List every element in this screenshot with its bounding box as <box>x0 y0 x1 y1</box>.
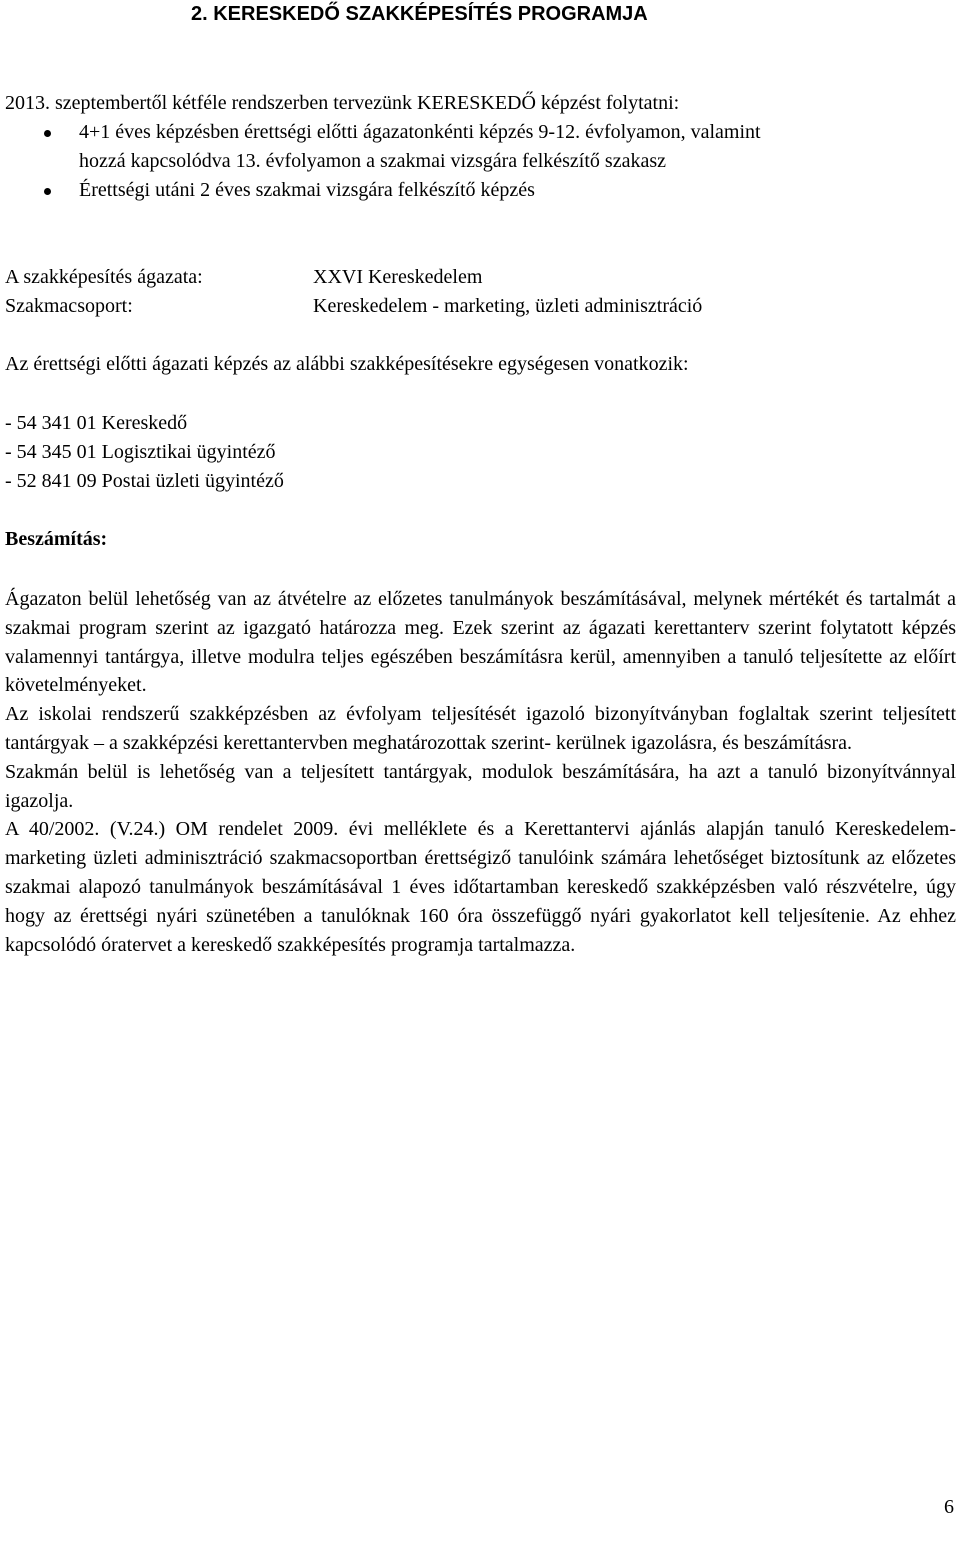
group-label: Szakmacsoport: <box>5 295 133 317</box>
bullet-dot-2 <box>44 188 51 195</box>
qualification-item-3: - 52 841 09 Postai üzleti ügyintéző <box>5 470 284 492</box>
credit-paragraph-1: Ágazaton belül lehetőség van az átvételre az előzetes tanulmányok beszámításával, melynek mértékét és tartalmát a szakmai program szerint az igazgató határozza meg. Ezek szerint az ágazati kerettanterv szerint folytatott képzés valamennyi tantárgya, illetve modulra teljes egészében beszámításra kerül, amennyiben a tanuló teljesítette az előírt követelményeket. <box>5 588 956 697</box>
bullet-2-line-1: Érettségi utáni 2 éves szakmai vizsgára felkészítő képzés <box>79 179 535 201</box>
bullet-1-line-1: 4+1 éves képzésben érettségi előtti ágazatonkénti képzés 9-12. évfolyamon, valamint <box>79 121 761 143</box>
credit-heading: Beszámítás: <box>5 528 108 550</box>
page-number: 6 <box>944 1496 954 1518</box>
qualification-item-2: - 54 345 01 Logisztikai ügyintéző <box>5 441 276 463</box>
sector-value: XXVI Kereskedelem <box>313 266 483 288</box>
credit-paragraph-3: Szakmán belül is lehetőség van a teljesített tantárgyak, modulok beszámítására, ha azt a tanuló bizonyítvánnyal igazolja. <box>5 760 956 812</box>
bullet-dot-1 <box>44 130 51 137</box>
qualification-item-1: - 54 341 01 Kereskedő <box>5 412 188 434</box>
sector-label: A szakképesítés ágazata: <box>5 266 203 288</box>
credit-paragraph-2: Az iskolai rendszerű szakképzésben az évfolyam teljesítését igazoló bizonyítványban foglaltak szerint teljesített tantárgyak – a szakképzési kerettantervben meghatározottak szerint- kerülnek igazolásra, és beszámításra. <box>5 703 956 754</box>
credit-paragraph-4: A 40/2002. (V.24.) OM rendelet 2009. évi melléklete és a Kerettantervi ajánlás alapján tanuló Kereskedelem-marketing üzleti adminisztráció szakmacsoportban érettségiző tanulóink számára lehetőséget biztosítunk az előzetes szakmai alapozó tanulmányok beszámításával 1 éves időtartamban kereskedő szakképzésben való részvételre, úgy hogy az érettségi nyári szünetében a tanulóknak 160 óra összefüggő nyári gyakorlatot kell teljesítenie. Az ehhez kapcsolódó óratervet a kereskedő szakképesítés programja tartalmazza. <box>5 818 956 956</box>
group-value: Kereskedelem - marketing, üzleti adminisztráció <box>313 295 703 317</box>
intro-text: 2013. szeptembertől kétféle rendszerben tervezünk KERESKEDŐ képzést folytatni: <box>5 92 680 114</box>
credit-body <box>5 585 956 959</box>
applies-text: Az érettségi előtti ágazati képzés az alábbi szakképesítésekre egységesen vonatkozik: <box>5 353 689 375</box>
bullet-1-line-2: hozzá kapcsolódva 13. évfolyamon a szakmai vizsgára felkészítő szakasz <box>79 150 666 172</box>
page-title: 2. KERESKEDŐ SZAKKÉPESÍTÉS PROGRAMJA <box>191 3 648 25</box>
